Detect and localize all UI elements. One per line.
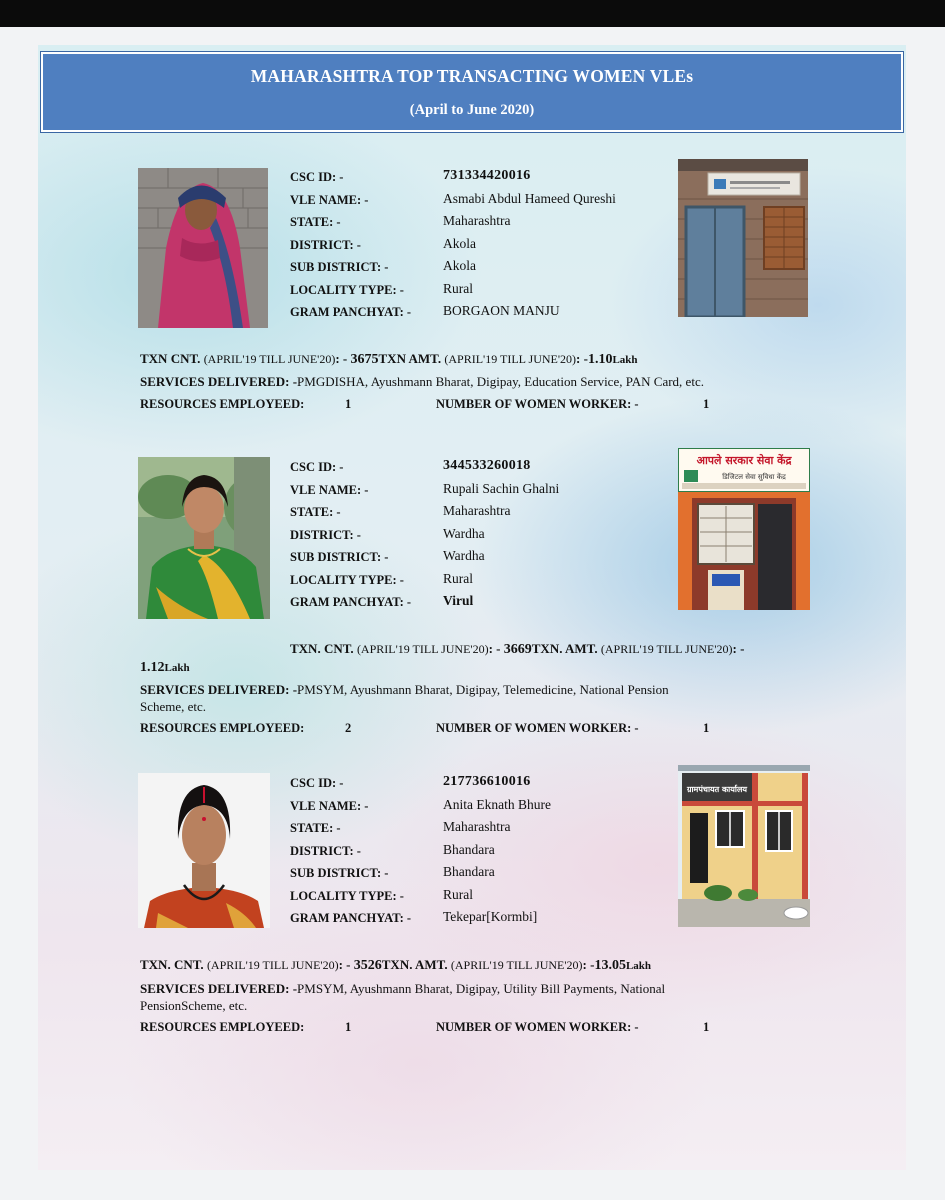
vle-1-txn-amt-unit: Lakh — [612, 354, 638, 366]
vle-2-txn-line-a — [290, 641, 744, 658]
vle-2-shop-sign: आपले सरकार सेवा केंद्र — [696, 454, 792, 467]
vle-1-district: Akola — [443, 236, 476, 251]
vle-2-state-label: STATE: - — [290, 505, 341, 519]
vle-2-txn-amt-period: (APRIL'19 TILL JUNE'20) — [600, 642, 733, 656]
vle-2-gram-panchyat: Virul — [443, 593, 474, 608]
vle-1-state: Maharashtra — [443, 213, 511, 228]
vle-2-csc-id-label: CSC ID: - — [290, 460, 344, 474]
vle-2-sub-district-label: SUB DISTRICT: - — [290, 550, 389, 564]
vle-1-txn-amt-label: TXN AMT. — [378, 351, 442, 366]
vle-2-services-label: SERVICES DELIVERED: - — [140, 682, 298, 697]
vle-3-sub-district-label: SUB DISTRICT: - — [290, 866, 389, 880]
vle-2-txn-amt-unit: Lakh — [164, 662, 190, 674]
vle-3-sub-district: Bhandara — [443, 864, 495, 879]
vle-3-portrait — [138, 773, 270, 928]
vle-3-name-label: VLE NAME: - — [290, 799, 369, 813]
vle-1-csc-id-label: CSC ID: - — [290, 170, 344, 184]
vle-3-txn-cnt-sep: : - — [338, 957, 351, 972]
vle-2-txn-amt: 1.12 — [140, 660, 165, 675]
vle-1-district-label: DISTRICT: - — [290, 238, 361, 252]
vle-3-shop-photo — [678, 765, 810, 927]
vle-3-women-worker-label: NUMBER OF WOMEN WORKER: - — [436, 1020, 639, 1034]
vle-3-resources-label: RESOURCES EMPLOYEED: — [140, 1020, 305, 1034]
vle-2-portrait — [138, 457, 270, 619]
vle-3-txn-cnt: 3526 — [353, 958, 382, 973]
vle-2-txn-amt-label: TXN. AMT. — [531, 641, 598, 656]
vle-3-district: Bhandara — [443, 842, 495, 857]
vle-3-txn-cnt-label: TXN. CNT. — [140, 957, 204, 972]
vle-3-state-label: STATE: - — [290, 821, 341, 835]
vle-2-district: Wardha — [443, 526, 485, 541]
vle-1-shop-photo — [678, 159, 808, 317]
vle-2-resources-label: RESOURCES EMPLOYEED: — [140, 721, 305, 735]
vle-1-gram-panchyat-label: GRAM PANCHYAT: - — [290, 305, 412, 319]
vle-1-txn-amt-sep: : - — [576, 351, 588, 366]
vle-2-services-2: Scheme, etc. — [140, 699, 207, 714]
vle-3-txn-cnt-period: (APRIL'19 TILL JUNE'20) — [206, 958, 339, 972]
vle-3-services-label: SERVICES DELIVERED: - — [140, 981, 298, 996]
vle-1-csc-id: 731334420016 — [443, 168, 531, 183]
header-banner — [41, 52, 903, 132]
vle-2-locality-label: LOCALITY TYPE: - — [290, 573, 404, 587]
vle-3-resources: 1 — [345, 1020, 352, 1034]
vle-2-txn-amt-sep: : - — [732, 641, 745, 656]
vle-3-txn-amt-period: (APRIL'19 TILL JUNE'20) — [450, 958, 583, 972]
vle-1-txn-cnt-sep: : - — [335, 351, 348, 366]
vle-3-txn-line — [140, 957, 651, 974]
vle-3-csc-id: 217736610016 — [443, 774, 531, 789]
vle-2-services-line — [140, 682, 669, 698]
vle-3-shop-sign: ग्रामपंचायत कार्यालय — [686, 785, 748, 794]
vle-1-resources-label: RESOURCES EMPLOYEED: — [140, 397, 305, 411]
vle-1-txn-cnt: 3675 — [350, 352, 379, 367]
vle-2-shop-photo — [678, 448, 810, 610]
vle-3-women-workers: 1 — [703, 1020, 710, 1034]
vle-2-name: Rupali Sachin Ghalni — [443, 481, 560, 496]
vle-3-gram-panchyat-label: GRAM PANCHYAT: - — [290, 911, 412, 925]
vle-1-gram-panchyat: BORGAON MANJU — [443, 303, 560, 318]
vle-1-locality: Rural — [443, 281, 473, 296]
vle-1-txn-amt-period: (APRIL'19 TILL JUNE'20) — [444, 352, 577, 366]
vle-3-district-label: DISTRICT: - — [290, 844, 361, 858]
vle-3-locality: Rural — [443, 887, 473, 902]
vle-2-women-worker-label: NUMBER OF WOMEN WORKER: - — [436, 721, 639, 735]
vle-1-resources: 1 — [345, 397, 352, 411]
vle-1-txn-cnt-label: TXN CNT. — [140, 351, 201, 366]
vle-3-txn-amt: 13.05 — [594, 958, 626, 973]
vle-2-txn-cnt-label: TXN. CNT. — [290, 641, 354, 656]
page-title: MAHARASHTRA TOP TRANSACTING WOMEN VLEs — [250, 66, 694, 86]
vle-3-services-line-2 — [140, 998, 247, 1014]
page-subtitle: (April to June 2020) — [409, 102, 535, 118]
vle-2-state: Maharashtra — [443, 503, 511, 518]
vle-2-shop-sign-sub: डिजिटल सेवा सुविधा केंद्र — [722, 473, 786, 481]
vle-3-csc-id-label: CSC ID: - — [290, 776, 344, 790]
vle-2-services-1: PMSYM, Ayushmann Bharat, Digipay, Telemedicine, National Pension — [297, 682, 669, 697]
vle-3-services-2: PensionScheme, etc. — [140, 998, 248, 1013]
vle-1-women-workers: 1 — [703, 397, 710, 411]
vle-1-services-label: SERVICES DELIVERED: - — [140, 374, 298, 389]
vle-1-women-worker-label: NUMBER OF WOMEN WORKER: - — [436, 397, 639, 411]
vle-1-sub-district-label: SUB DISTRICT: - — [290, 260, 389, 274]
vle-2-txn-cnt-period: (APRIL'19 TILL JUNE'20) — [356, 642, 489, 656]
vle-1-services: PMGDISHA, Ayushmann Bharat, Digipay, Education Service, PAN Card, etc. — [297, 374, 704, 389]
vle-2-name-label: VLE NAME: - — [290, 483, 369, 497]
vle-1-name-label: VLE NAME: - — [290, 193, 369, 207]
vle-3-state: Maharashtra — [443, 819, 511, 834]
vle-2-txn-cnt-sep: : - — [488, 641, 501, 656]
vle-2-services-line-2 — [140, 699, 206, 715]
vle-2-district-label: DISTRICT: - — [290, 528, 361, 542]
vle-1-txn-amt: 1.10 — [587, 352, 613, 367]
vle-1-txn-cnt-period: (APRIL'19 TILL JUNE'20) — [203, 352, 336, 366]
vle-1-state-label: STATE: - — [290, 215, 341, 229]
vle-3-gram-panchyat: Tekepar[Kormbi] — [443, 909, 538, 924]
vle-1-sub-district: Akola — [443, 258, 476, 273]
document-page — [38, 45, 906, 1170]
vle-2-txn-line-b — [140, 659, 190, 676]
vle-1-services-line — [140, 374, 704, 390]
vle-3-txn-amt-label: TXN. AMT. — [381, 957, 448, 972]
vle-1-txn-line — [140, 351, 638, 368]
vle-3-services-1: PMSYM, Ayushmann Bharat, Digipay, Utility Bill Payments, National — [297, 981, 666, 996]
vle-2-resources: 2 — [345, 721, 352, 735]
vle-2-locality: Rural — [443, 571, 473, 586]
vle-2-women-workers: 1 — [703, 721, 710, 735]
vle-2-txn-cnt: 3669 — [503, 642, 532, 657]
vle-1-locality-label: LOCALITY TYPE: - — [290, 283, 404, 297]
top-black-bar — [0, 0, 945, 27]
vle-1-portrait — [138, 168, 268, 328]
vle-3-txn-amt-sep: : - — [582, 957, 595, 972]
vle-3-name: Anita Eknath Bhure — [443, 797, 551, 812]
vle-3-locality-label: LOCALITY TYPE: - — [290, 889, 404, 903]
vle-2-gram-panchyat-label: GRAM PANCHYAT: - — [290, 595, 412, 609]
vle-3-txn-amt-unit: Lakh — [625, 960, 652, 972]
vle-1-name: Asmabi Abdul Hameed Qureshi — [443, 191, 616, 206]
vle-2-csc-id: 344533260018 — [443, 458, 531, 473]
vle-2-sub-district: Wardha — [443, 548, 485, 563]
vle-3-services-line — [140, 981, 665, 997]
